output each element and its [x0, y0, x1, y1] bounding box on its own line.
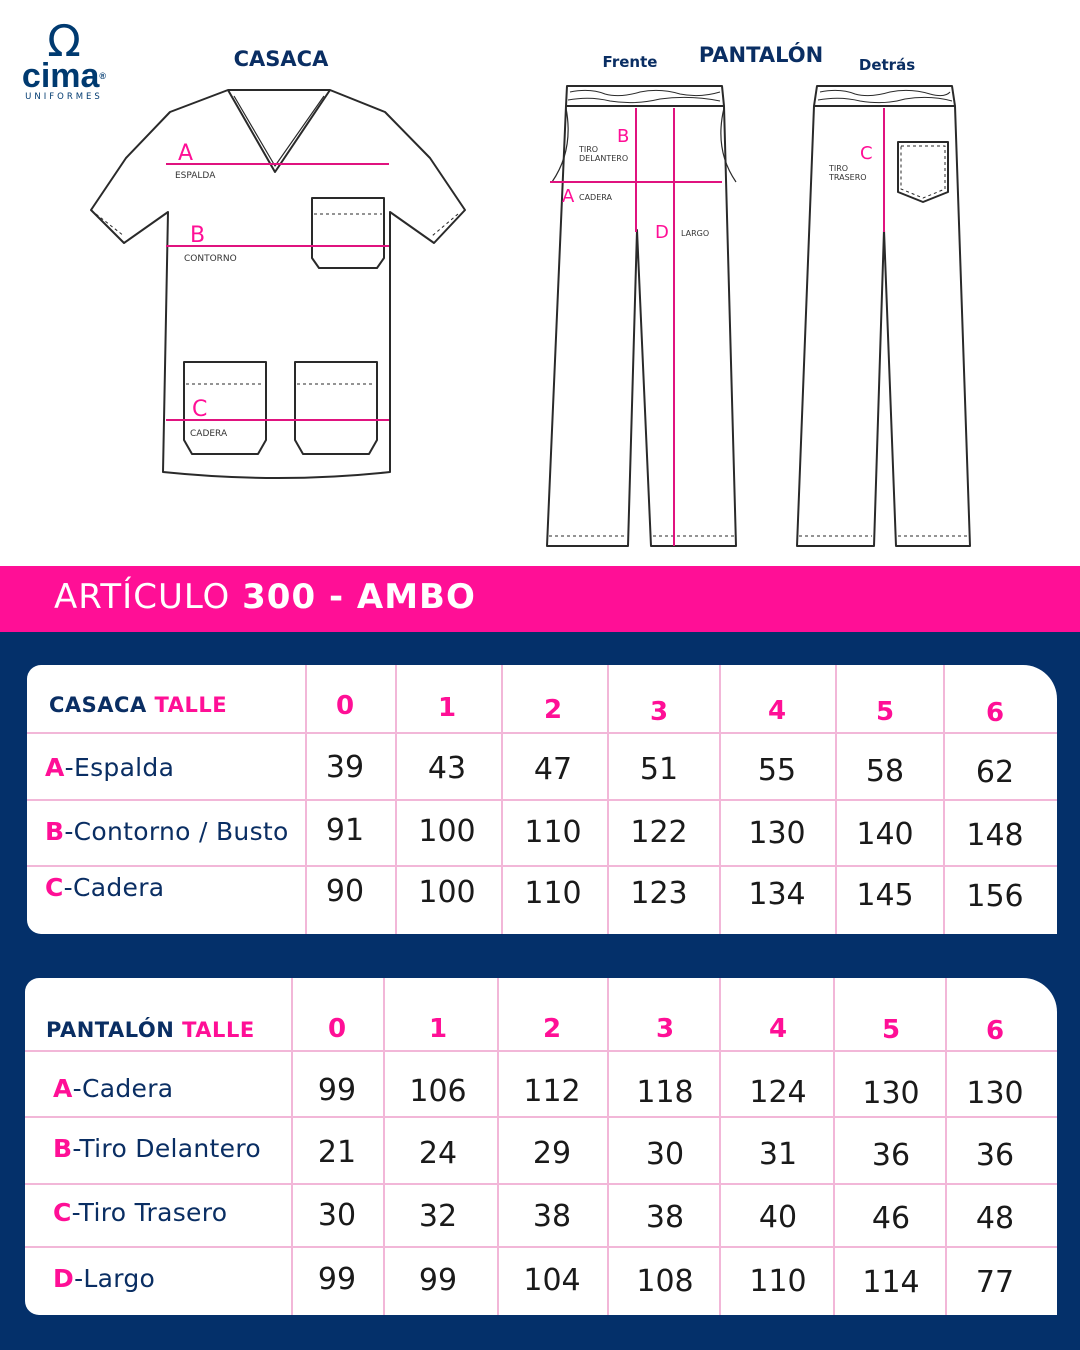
row-name: -Cadera: [63, 873, 165, 902]
table-cell: 36: [975, 1138, 1015, 1173]
table-cell: 99: [418, 1262, 458, 1298]
table-cell: 90: [325, 874, 365, 909]
casaca-table-header-label: CASACA: [49, 693, 155, 717]
table-column-divider: [607, 978, 609, 1315]
row-name: -Largo: [74, 1264, 156, 1293]
size-header: 1: [428, 1014, 448, 1044]
pants-mark-c-name: TIRO: [829, 164, 849, 173]
size-header: 6: [985, 698, 1005, 728]
table-row-divider: [25, 1116, 1057, 1118]
article-banner: [0, 566, 1080, 632]
table-cell: 51: [639, 752, 679, 788]
table-row-divider: [25, 1183, 1057, 1185]
size-header: 4: [767, 696, 787, 726]
table-cell: 43: [427, 750, 467, 786]
size-header: 5: [875, 697, 895, 727]
table-cell: 99: [317, 1073, 357, 1108]
table-row-divider: [27, 865, 1057, 867]
article-title-prefix: ARTÍCULO: [54, 577, 243, 617]
table-cell: 30: [645, 1136, 685, 1172]
row-letter: B: [45, 817, 65, 846]
shirt-mark-a-letter: A: [178, 141, 194, 166]
table-cell: 110: [524, 814, 582, 850]
article-title: [54, 577, 476, 617]
size-header: 3: [655, 1014, 675, 1044]
table-cell: 124: [749, 1075, 807, 1110]
pantalon-size-table: [25, 978, 1057, 1315]
table-cell: 123: [630, 876, 688, 912]
table-cell: 130: [862, 1075, 920, 1111]
omega-logo-icon: Ω: [47, 16, 81, 67]
table-cell: 130: [748, 816, 806, 852]
article-title-bold: 300 - AMBO: [242, 577, 476, 617]
row-label: [53, 1198, 227, 1227]
pants-mark-b-letter: B: [617, 126, 630, 147]
row-label: [45, 873, 164, 902]
table-cell: 58: [865, 754, 905, 789]
casaca-size-table: [27, 665, 1057, 934]
pants-mark-b-name: TIRO: [579, 145, 599, 154]
casaca-title: CASACA: [233, 47, 329, 71]
back-view-label: Detrás: [858, 56, 916, 74]
garment-measurement-diagram: [0, 0, 1080, 566]
table-cell: 106: [409, 1073, 467, 1109]
casaca-table-header: [49, 693, 227, 717]
table-cell: 77: [975, 1265, 1015, 1300]
row-label: [53, 1264, 155, 1293]
table-cell: 122: [630, 815, 688, 851]
table-cell: 62: [975, 754, 1015, 790]
table-cell: 21: [317, 1135, 357, 1170]
pantalon-table-header-talle: TALLE: [182, 1018, 255, 1042]
row-name: -Espalda: [64, 753, 175, 782]
row-label: [53, 1134, 261, 1163]
table-cell: 38: [645, 1199, 685, 1235]
pants-mark-a-name: CADERA: [579, 193, 612, 202]
casaca-table-header-talle: TALLE: [154, 693, 228, 717]
brand-tagline: UNIFORMES: [25, 92, 103, 102]
pants-mark-b-name2: DELANTERO: [579, 154, 629, 163]
row-letter: A: [45, 753, 65, 782]
shirt-mark-c-name: CADERA: [190, 429, 228, 439]
table-cell: 48: [975, 1201, 1015, 1236]
row-label: [45, 817, 289, 846]
row-name: -Tiro Delantero: [72, 1134, 261, 1163]
pantalon-table-header-label: PANTALÓN: [46, 1018, 183, 1042]
registered-mark: ®: [99, 71, 107, 81]
pants-mark-c-letter: C: [860, 143, 873, 164]
table-cell: 30: [317, 1198, 357, 1233]
table-cell: 91: [325, 813, 365, 848]
row-letter: C: [53, 1198, 72, 1227]
table-row-divider: [27, 799, 1057, 801]
table-cell: 36: [871, 1137, 911, 1173]
table-cell: 112: [523, 1074, 581, 1109]
table-cell: 118: [636, 1074, 694, 1110]
pants-front-drawing: [547, 86, 736, 546]
table-cell: 55: [757, 753, 797, 789]
table-cell: 114: [862, 1264, 920, 1300]
row-name: -Cadera: [72, 1074, 174, 1103]
size-header: 1: [437, 693, 457, 723]
table-cell: 38: [532, 1199, 572, 1234]
table-cell: 140: [856, 817, 914, 852]
row-letter: D: [53, 1264, 75, 1293]
table-cell: 110: [524, 875, 582, 911]
pants-mark-a-letter: A: [562, 186, 575, 207]
row-letter: A: [53, 1074, 73, 1103]
size-header: 5: [881, 1015, 901, 1045]
size-header: 6: [985, 1016, 1005, 1046]
table-row-divider: [27, 732, 1057, 734]
table-cell: 156: [966, 878, 1024, 914]
shirt-mark-b-name: CONTORNO: [184, 254, 237, 264]
table-row-divider: [25, 1050, 1057, 1052]
pantalon-table-header: [46, 1018, 255, 1042]
table-cell: 39: [325, 750, 365, 785]
table-cell: 40: [758, 1200, 798, 1235]
table-cell: 145: [856, 878, 914, 913]
table-cell: 108: [636, 1263, 694, 1299]
size-header: 0: [335, 691, 355, 721]
table-cell: 100: [418, 874, 476, 910]
shirt-mark-b-letter: B: [190, 223, 206, 248]
row-letter: B: [53, 1134, 73, 1163]
pantalon-title: PANTALÓN: [698, 43, 824, 67]
pants-mark-d-letter: D: [655, 222, 669, 243]
table-row-divider: [25, 1246, 1057, 1248]
table-cell: 104: [523, 1263, 581, 1298]
front-view-label: Frente: [602, 53, 658, 71]
pants-mark-c-name2: TRASERO: [829, 173, 867, 182]
table-cell: 46: [871, 1200, 911, 1236]
shirt-mark-c-letter: C: [192, 397, 208, 422]
table-cell: 110: [749, 1264, 807, 1299]
brand-name-text: cima: [21, 57, 100, 95]
table-cell: 99: [317, 1262, 357, 1297]
table-cell: 47: [533, 751, 573, 787]
table-cell: 130: [966, 1076, 1024, 1111]
table-cell: 31: [758, 1137, 798, 1172]
table-cell: 29: [532, 1136, 572, 1171]
table-cell: 148: [966, 817, 1024, 853]
row-letter: C: [45, 873, 64, 902]
size-header: 0: [327, 1014, 347, 1044]
table-cell: 100: [418, 813, 476, 849]
shirt-mark-a-name: ESPALDA: [175, 171, 216, 181]
row-name: -Tiro Trasero: [71, 1198, 228, 1227]
size-header: 3: [649, 697, 669, 727]
table-cell: 32: [418, 1198, 458, 1234]
size-header: 2: [542, 1014, 562, 1044]
row-name: -Contorno / Busto: [64, 817, 289, 846]
pants-mark-d-name: LARGO: [681, 229, 710, 238]
row-label: [53, 1074, 173, 1103]
table-column-divider: [833, 978, 835, 1315]
table-cell: 24: [418, 1135, 458, 1171]
size-header: 2: [543, 695, 563, 725]
table-cell: 134: [748, 877, 806, 913]
row-label: [45, 753, 174, 782]
size-header: 4: [768, 1014, 788, 1044]
